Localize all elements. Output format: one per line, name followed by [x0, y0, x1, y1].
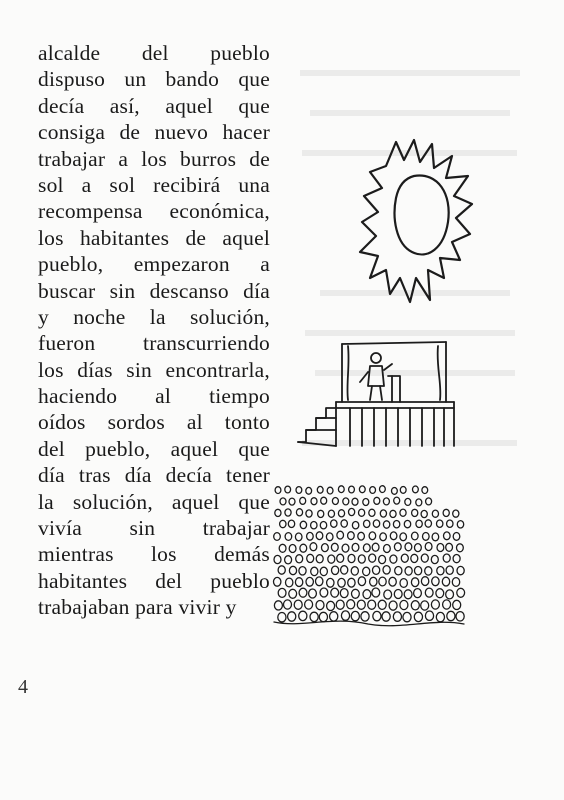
crowd-head	[295, 533, 302, 541]
crowd-head	[414, 612, 422, 621]
crowd-head	[415, 567, 422, 575]
crowd-head	[412, 509, 418, 516]
crowd-head	[322, 544, 329, 552]
crowd-head	[341, 520, 347, 527]
crowd-head	[393, 521, 399, 528]
crowd-head	[296, 555, 303, 563]
crowd-head	[369, 554, 376, 562]
crowd-head	[318, 510, 324, 517]
crowd-head	[447, 520, 453, 527]
crowd-head	[425, 611, 433, 620]
crowd-head	[374, 497, 380, 504]
crowd-head	[437, 567, 444, 575]
crowd-head	[426, 498, 432, 505]
crowd-head	[400, 600, 408, 609]
crowd-head	[446, 566, 453, 574]
crowd-head	[327, 601, 335, 610]
crowd-head	[310, 612, 318, 621]
crowd-head	[432, 510, 438, 517]
crowd-head	[363, 544, 370, 552]
crowd-head	[390, 555, 397, 563]
crowd-head	[305, 600, 313, 609]
crowd-head	[363, 499, 369, 506]
crowd-head	[332, 566, 339, 574]
crowd-head	[289, 566, 296, 574]
crowd-head	[413, 486, 419, 493]
crowd-head	[300, 544, 307, 552]
crowd-head	[342, 544, 349, 552]
crowd-head	[372, 588, 380, 597]
crowd-head	[288, 520, 294, 527]
crowd-head	[296, 509, 302, 516]
crowd-head	[310, 543, 317, 551]
crowd-head	[343, 498, 349, 505]
crowd-head	[421, 577, 428, 586]
crowd-head	[349, 508, 355, 515]
crowd-head	[401, 554, 408, 562]
crowd-head	[275, 509, 281, 516]
crowd-head	[432, 533, 439, 541]
crowd-head	[411, 554, 418, 562]
crowd-head	[452, 578, 459, 587]
text-line: trabajaban para vivir y	[38, 595, 237, 620]
crowd-head	[431, 555, 438, 563]
crowd-head	[316, 555, 323, 563]
crowd-head	[348, 532, 355, 540]
crowd-head	[425, 520, 431, 527]
crowd-head	[442, 577, 449, 586]
crowd-head	[307, 554, 314, 562]
crowd-head	[317, 486, 323, 493]
crowd-head	[421, 510, 427, 517]
crowd-head	[289, 498, 295, 505]
crowd-head	[443, 600, 451, 609]
crowd-head	[415, 544, 422, 552]
crowd-head	[383, 521, 389, 528]
crowd-head	[446, 543, 453, 551]
crowd-head	[392, 488, 398, 495]
crowd-head	[327, 578, 334, 587]
crowd-head	[403, 612, 411, 621]
crowd-head	[370, 487, 376, 494]
crowd-head	[340, 589, 348, 598]
crowd-head	[405, 567, 412, 575]
crowd-head	[443, 509, 449, 516]
crowd-head	[421, 554, 428, 562]
crowd-head	[447, 611, 455, 620]
crowd-head	[358, 577, 365, 586]
crowd-head	[380, 533, 387, 541]
crowd-head	[296, 487, 302, 494]
crowd-head	[289, 545, 296, 553]
crowd-head	[311, 567, 318, 575]
crowd-head	[274, 533, 281, 541]
crowd-head	[431, 600, 439, 609]
crowd-head	[349, 486, 355, 493]
crowd-head	[394, 497, 400, 504]
text-line: y noche la solución,	[38, 304, 270, 329]
crowd-head	[411, 601, 419, 610]
crowd-head	[311, 498, 317, 505]
crowd-head	[436, 589, 444, 598]
text-line: sol a sol recibirá una	[38, 172, 270, 197]
text-line: fueron transcurriendo	[38, 331, 270, 356]
text-line: consiga de nuevo hacer	[38, 120, 270, 145]
crowd-head	[328, 510, 334, 517]
crowd-head	[446, 590, 454, 599]
crowd-head	[326, 533, 333, 541]
crowd-head	[373, 520, 379, 527]
crowd-head	[338, 486, 344, 493]
crowd-head	[284, 600, 292, 609]
crowd-head	[331, 520, 337, 527]
crowd-head	[370, 577, 377, 586]
crowd-head	[373, 611, 381, 620]
text-line: dispuso un bando que	[38, 67, 270, 92]
text-line: alcalde del pueblo	[38, 41, 270, 65]
crowd-head	[294, 600, 302, 609]
crowd-head	[361, 612, 369, 621]
crowd-head	[380, 486, 386, 493]
crowd-head	[307, 532, 314, 540]
crowd-head	[348, 578, 355, 587]
crowd-head	[425, 588, 433, 597]
text-line: vivía sin trabajar	[38, 516, 270, 541]
crowd-head	[331, 588, 339, 597]
crowd-head	[414, 589, 422, 598]
crowd-head	[390, 510, 396, 517]
crowd-head	[289, 589, 297, 598]
crowd-drawing-icon	[272, 482, 466, 630]
crowd-head	[306, 487, 312, 494]
crowd-head	[412, 532, 419, 540]
crowd-head	[331, 543, 338, 551]
text-line: recompensa económica,	[38, 199, 270, 224]
text-line: los habitantes de aquel	[38, 225, 270, 250]
text-line: habitantes del pueblo	[38, 568, 270, 593]
crowd-head	[336, 600, 344, 609]
crowd-head	[368, 600, 376, 609]
crowd-head	[285, 486, 291, 493]
crowd-head	[306, 510, 312, 517]
crowd-head	[328, 555, 335, 563]
crowd-head	[309, 589, 317, 598]
crowd-head	[436, 612, 444, 621]
crowd-head	[405, 498, 411, 505]
crowd-head	[378, 600, 386, 609]
crowd-head	[280, 498, 286, 505]
crowd-head	[320, 522, 326, 529]
text-line: decía así, aquel que	[38, 93, 270, 118]
crowd-head	[416, 499, 422, 506]
crowd-head	[327, 487, 333, 494]
crowd-head	[395, 567, 402, 575]
crowd-head	[341, 566, 348, 574]
crowd-head	[347, 600, 355, 609]
crowd-head	[369, 509, 375, 516]
crowd-head	[394, 590, 402, 599]
crowd-head	[286, 578, 293, 587]
crowd-head	[274, 555, 281, 563]
crowd-head	[300, 521, 306, 528]
crowd-head	[421, 601, 429, 610]
stage-with-figure-drawing-icon	[296, 336, 464, 454]
crowd-head	[453, 555, 460, 563]
crowd-head	[369, 532, 376, 540]
crowd-head	[338, 578, 345, 587]
crowd-head	[400, 533, 407, 541]
crowd-head	[278, 566, 285, 574]
crowd-head	[338, 510, 344, 517]
crowd-head	[404, 520, 410, 527]
crowd-head	[416, 520, 422, 527]
crowd-head	[300, 497, 306, 504]
crowd-head	[330, 612, 338, 621]
crowd-head	[389, 577, 396, 586]
crowd-head	[316, 601, 324, 610]
crowd-head	[358, 532, 365, 540]
crowd-head	[372, 543, 379, 551]
crowd-head	[422, 487, 428, 494]
crowd-head	[351, 611, 359, 620]
crowd-head	[400, 487, 406, 494]
crowd-head	[359, 509, 365, 516]
text-line: día tras día decía tener	[38, 463, 270, 488]
crowd-head	[337, 554, 344, 562]
crowd-head	[457, 588, 465, 597]
crowd-head	[425, 567, 432, 575]
crowd-head	[384, 545, 391, 553]
crowd-head	[299, 611, 307, 620]
crowd-head	[444, 532, 451, 540]
crowd-head	[364, 520, 370, 527]
crowd-head	[295, 578, 302, 587]
crowd-head	[299, 567, 306, 575]
crowd-head	[423, 533, 430, 541]
crowd-head	[380, 510, 386, 517]
crowd-head	[352, 498, 358, 505]
text-line: mientras los demás	[38, 542, 270, 567]
crowd-head	[274, 577, 281, 586]
crowd-head	[382, 612, 390, 621]
crowd-head	[457, 566, 464, 574]
text-line: oídos sordos al tonto	[38, 410, 270, 435]
crowd-head	[285, 556, 292, 564]
text-line: buscar sin descanso día	[38, 278, 270, 303]
text-line: trabajar a los burros de	[38, 146, 270, 171]
crowd-head	[320, 567, 327, 575]
crowd-head	[453, 510, 459, 517]
crowd-head	[285, 533, 292, 541]
crowd-head	[316, 577, 323, 586]
crowd-head	[285, 509, 291, 516]
crowd-head	[456, 612, 464, 621]
crowd-head	[393, 612, 401, 621]
text-line: del pueblo, aquel que	[38, 436, 270, 461]
text-line: la solución, aquel que	[38, 489, 270, 514]
crowd-head	[453, 533, 460, 541]
crowd-head	[383, 498, 389, 505]
crowd-head	[357, 600, 365, 609]
crowd-head	[352, 522, 358, 529]
crowd-head	[457, 544, 464, 552]
page-number: 4	[18, 676, 28, 698]
crowd-head	[278, 588, 286, 597]
crowd-ground-line	[274, 621, 464, 626]
crowd-head	[437, 544, 444, 552]
crowd-head	[351, 567, 358, 575]
crowd-head	[373, 566, 380, 574]
crowd-head	[394, 543, 401, 551]
crowd-head	[274, 601, 282, 610]
crowd-head	[383, 566, 390, 574]
crowd-head	[358, 555, 365, 563]
crowd-head	[352, 543, 359, 551]
crowd-head	[400, 509, 406, 516]
story-text	[38, 40, 270, 621]
crowd-head	[299, 588, 307, 597]
crowd-head	[400, 579, 407, 588]
crowd-head	[280, 520, 286, 527]
crowd-head	[332, 498, 338, 505]
crowd-head	[321, 497, 327, 504]
crowd-head	[306, 577, 313, 586]
crowd-head	[341, 611, 349, 620]
crowd-head	[384, 590, 392, 599]
crowd-head	[320, 588, 328, 597]
text-line: pueblo, empezaron a	[38, 252, 270, 277]
crowd-head	[390, 532, 397, 540]
crowd-head	[411, 578, 418, 587]
crowd-head	[443, 554, 450, 562]
crowd-head	[404, 590, 412, 599]
crowd-head	[453, 600, 461, 609]
crowd-head	[337, 531, 344, 539]
crowd-head	[437, 520, 443, 527]
text-line: los días sin encontrarla,	[38, 357, 270, 382]
crowd-head	[457, 521, 463, 528]
crowd-head	[363, 567, 370, 575]
crowd-head	[425, 543, 432, 551]
crowd-head	[348, 554, 355, 562]
crowd-head	[359, 486, 365, 493]
sun-drawing-icon	[356, 138, 474, 308]
crowd-head	[363, 590, 371, 599]
crowd-head	[278, 613, 286, 622]
crowd-head	[319, 612, 327, 621]
crowd-head	[405, 543, 412, 551]
crowd-head	[379, 555, 386, 563]
crowd-head	[279, 544, 286, 552]
crowd-head	[389, 601, 397, 610]
crowd-head	[275, 487, 281, 494]
crowd-head	[352, 589, 360, 598]
crowd-head	[288, 612, 296, 621]
crowd-head	[432, 577, 439, 586]
crowd-head	[311, 522, 317, 529]
crowd-head	[316, 532, 323, 540]
crowd-head	[379, 577, 386, 586]
text-line: haciendo al tiempo	[38, 384, 270, 409]
